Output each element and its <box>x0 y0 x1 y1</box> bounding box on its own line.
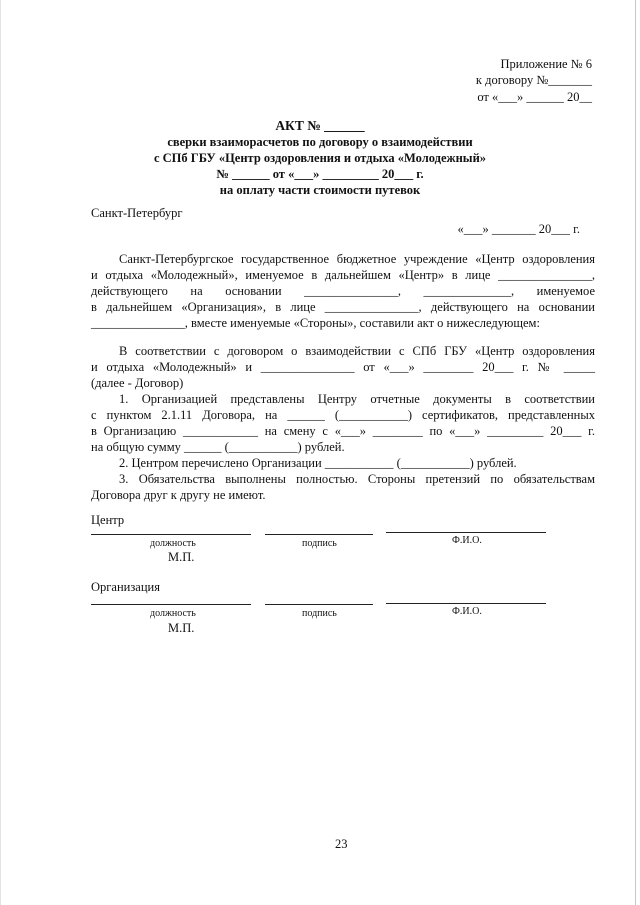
para1-line-3: действующего на основании _______________, ______________, именуемое <box>91 284 595 298</box>
position-caption-center: должность <box>150 538 196 549</box>
signature-caption-organization: подпись <box>302 608 337 619</box>
name-line-organization <box>386 603 546 604</box>
signature-caption-center: подпись <box>302 538 337 549</box>
act-subtitle-1: сверки взаиморасчетов по договору о взаимодействии <box>167 135 473 149</box>
city: Санкт-Петербург <box>91 206 183 220</box>
act-date: «___» _______ 20___ г. <box>457 222 580 236</box>
signature-party-center: Центр <box>91 513 125 527</box>
act-title: АКТ № ______ <box>275 118 365 133</box>
para2-item-3-line-1: 3. Обязательства выполнены полностью. Стороны претензий по обязательствам <box>119 472 595 486</box>
para2-item-3-line-2: Договора друг к другу не имеют. <box>91 488 266 502</box>
para2-item-2: 2. Центром перечислено Организации ___________ (___________) рублей. <box>119 456 517 470</box>
act-subtitle-3: № ______ от «___» _________ 20___ г. <box>216 167 424 181</box>
para1-line-4: в дальнейшем «Организация», в лице _______________, действующего на основании <box>91 300 595 314</box>
position-line-center <box>91 534 251 535</box>
appendix-line-2: к договору №_______ <box>475 73 592 87</box>
stamp-place-organization: М.П. <box>168 621 195 635</box>
para2-item-1-line-1: 1. Организацией представлены Центру отчетные документы в соответствии <box>119 392 595 406</box>
para1-line-1: Санкт-Петербургское государственное бюджетное учреждение «Центр оздоровления <box>119 252 595 266</box>
para2-line-1: В соответствии с договором о взаимодействии с СПб ГБУ «Центр оздоровления <box>119 344 595 358</box>
signature-party-organization: Организация <box>91 580 160 594</box>
name-caption-center: Ф.И.О. <box>452 535 482 546</box>
appendix-line-1: Приложение № 6 <box>500 57 592 71</box>
para2-item-1-line-2: с пунктом 2.1.11 Договора, на ______ (___________) сертификатов, представленных <box>91 408 595 422</box>
para2-item-1-line-3: в Организацию ____________ на смену с «___» ________ по «___» _________ 20___ г. <box>91 424 595 438</box>
act-subtitle-4: на оплату части стоимости путевок <box>219 183 421 197</box>
para1-line-5: _______________, вместе именуемые «Стороны», составили акт о нижеследующем: <box>91 316 540 330</box>
para2-line-2: и отдыха «Молодежный» и _______________ от «___» ________ 20___ г. № _____ <box>91 360 595 374</box>
signature-line-organization <box>265 604 373 605</box>
stamp-place-center: М.П. <box>168 550 195 564</box>
page-number: 23 <box>335 837 348 851</box>
name-line-center <box>386 532 546 533</box>
para2-item-1-line-4: на общую сумму ______ (___________) рублей. <box>91 440 345 454</box>
appendix-line-3: от «___» ______ 20__ <box>477 90 592 104</box>
position-line-organization <box>91 604 251 605</box>
position-caption-organization: должность <box>150 608 196 619</box>
para2-line-3: (далее - Договор) <box>91 376 184 390</box>
para1-line-2: и отдыха «Молодежный», именуемое в дальнейшем «Центр» в лице _______________, <box>91 268 595 282</box>
signature-line-center <box>265 534 373 535</box>
act-subtitle-2: с СПб ГБУ «Центр оздоровления и отдыха «Молодежный» <box>153 151 487 165</box>
name-caption-organization: Ф.И.О. <box>452 606 482 617</box>
